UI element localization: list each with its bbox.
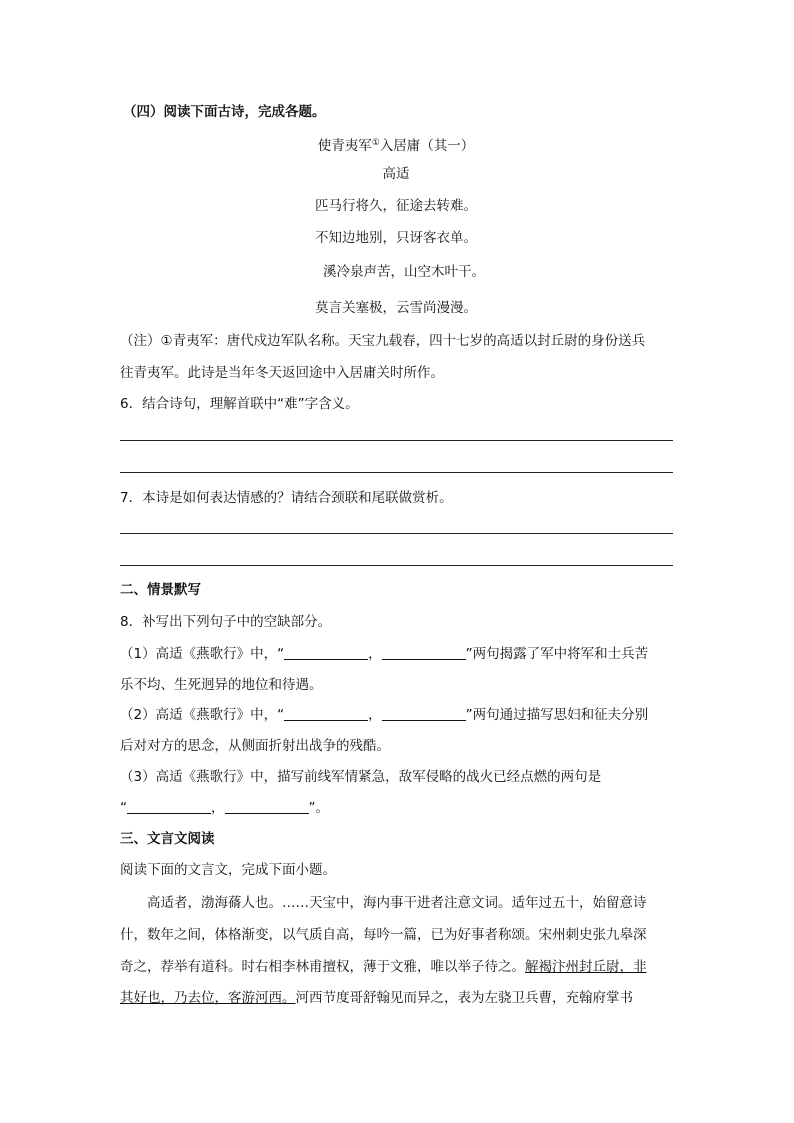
fill-blank[interactable] bbox=[382, 706, 466, 721]
poem-line-2: 不知边地别，只讶客衣单。 bbox=[315, 230, 477, 246]
underlined-sentence: 其好也，乃去位，客游河西。 bbox=[120, 990, 296, 1006]
answer-line[interactable] bbox=[120, 472, 673, 473]
dictation-item-3: （3）高适《燕歌行》中，描写前线军情紧急，敌军侵略的战火已经点燃的两句是 bbox=[120, 769, 602, 785]
passage-line-2: 什，数年之间，体格渐变，以气质自高，每吟一篇，已为好事者称颂。宋州刺史张九皋深 bbox=[120, 927, 647, 943]
passage-line-3: 奇之，荐举有道科。时右相李林甫擅权，薄于文雅，唯以举子待之。解褐汴州封丘尉，非 bbox=[120, 959, 647, 975]
poem-title: 使青夷军①入居庸（其一） bbox=[317, 138, 475, 154]
dictation-item-1: （1）高适《燕歌行》中，“ ， ”两句揭露了军中将军和士兵苦 bbox=[120, 646, 649, 662]
fill-blank[interactable] bbox=[284, 645, 368, 660]
dictation-item-3-cont: “ ， ”。 bbox=[120, 800, 329, 816]
classical-intro: 阅读下面的文言文，完成下面小题。 bbox=[120, 862, 336, 878]
section-heading-poem: （四）阅读下面古诗，完成各题。 bbox=[123, 104, 326, 120]
question-8: 8．补写出下列句子中的空缺部分。 bbox=[120, 614, 332, 630]
poem-author: 高适 bbox=[382, 166, 410, 182]
section-heading-dictation: 二、情景默写 bbox=[120, 582, 201, 598]
underlined-sentence: 解褐汴州封丘尉，非 bbox=[525, 959, 647, 975]
dictation-item-2-cont: 后对对方的思念，从侧面折射出战争的残酷。 bbox=[120, 738, 390, 754]
section-heading-classical: 三、文言文阅读 bbox=[120, 831, 215, 847]
dictation-item-2: （2）高适《燕歌行》中，“ ， ”两句通过描写思妇和征夫分别 bbox=[120, 707, 649, 723]
dictation-item-1-cont: 乐不均、生死迥异的地位和待遇。 bbox=[120, 677, 323, 693]
poem-note-line-1: （注）①青夷军：唐代戍边军队名称。天宝九载春，四十七岁的高适以封丘尉的身份送兵 bbox=[120, 333, 646, 349]
answer-line[interactable] bbox=[120, 565, 673, 566]
passage-line-1: 高适者，渤海蓨人也。……天宝中，海内事干进者注意文词。适年过五十，始留意诗 bbox=[147, 895, 647, 911]
passage-line-4: 其好也，乃去位，客游河西。河西节度哥舒翰见而异之，表为左骁卫兵曹，充翰府掌书 bbox=[120, 990, 633, 1006]
poem-line-3: 溪冷泉声苦，山空木叶干。 bbox=[323, 264, 485, 280]
footnote-mark: ① bbox=[371, 138, 380, 148]
answer-line[interactable] bbox=[120, 440, 673, 441]
poem-line-1: 匹马行将久，征途去转难。 bbox=[315, 198, 477, 214]
question-7: 7．本诗是如何表达情感的？请结合颈联和尾联做赏析。 bbox=[120, 490, 453, 506]
answer-line[interactable] bbox=[120, 533, 673, 534]
question-6: 6．结合诗句，理解首联中“难”字含义。 bbox=[120, 396, 359, 412]
fill-blank[interactable] bbox=[284, 706, 368, 721]
fill-blank[interactable] bbox=[382, 645, 466, 660]
poem-note-line-2: 往青夷军。此诗是当年冬天返回途中入居庸关时所作。 bbox=[120, 365, 444, 381]
fill-blank[interactable] bbox=[127, 799, 211, 814]
fill-blank[interactable] bbox=[225, 799, 309, 814]
poem-line-4: 莫言关塞极，云雪尚漫漫。 bbox=[315, 300, 477, 316]
